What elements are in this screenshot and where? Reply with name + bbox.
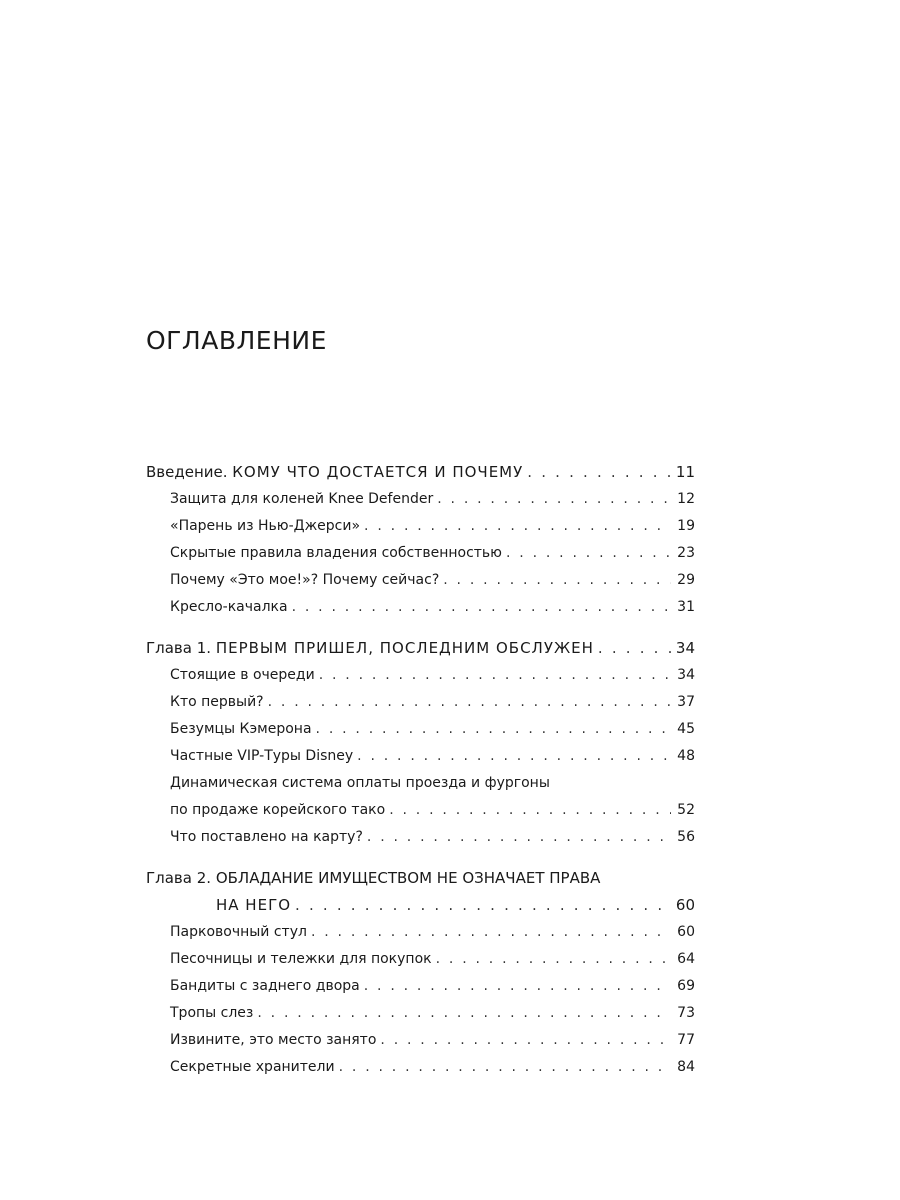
toc-section-chapter-2: [146, 865, 695, 1081]
chapter-heading-line1: ОБЛАДАНИЕ ИМУЩЕСТВОМ НЕ ОЗНАЧАЕТ ПРАВА: [215, 869, 601, 887]
toc-subentry-title: по продаже корейского тако: [170, 802, 386, 818]
toc-subentry[interactable]: [146, 662, 695, 689]
page-number: 52: [677, 802, 695, 818]
toc-subentry-title: Защита для коленей Knee Defender: [170, 491, 434, 507]
toc-chapter-entry-multiline[interactable]: [146, 865, 695, 919]
dot-leader: [367, 824, 671, 851]
page-number: 73: [677, 1005, 695, 1021]
toc-section-introduction: [146, 459, 695, 621]
toc-subentry-title: Кто первый?: [170, 694, 264, 710]
toc-subentry[interactable]: [146, 919, 695, 946]
toc-chapter-title: [146, 635, 598, 662]
toc-subentry[interactable]: [146, 486, 695, 513]
dot-leader: [364, 973, 671, 1000]
toc-subentry[interactable]: [146, 973, 695, 1000]
toc-subentry-title: Безумцы Кэмерона: [170, 721, 312, 737]
toc-subentry[interactable]: [146, 1000, 695, 1027]
page-number: 34: [675, 639, 695, 657]
toc-subentry-title: Скрытые правила владения собственностью: [170, 545, 502, 561]
chapter-heading: НА НЕГО: [216, 896, 292, 914]
toc-subentry-title: Почему «Это мое!»? Почему сейчас?: [170, 572, 440, 588]
dot-leader: [319, 662, 671, 689]
toc-subentry-title: Кресло-качалка: [170, 599, 288, 615]
page-number: 29: [677, 572, 695, 588]
toc-subentry[interactable]: [146, 743, 695, 770]
toc-subentry-title: Секретные хранители: [170, 1059, 335, 1075]
chapter-heading: ПЕРВЫМ ПРИШЕЛ, ПОСЛЕДНИМ ОБСЛУЖЕН: [215, 639, 594, 657]
page-number: 84: [677, 1059, 695, 1075]
dot-leader: [295, 892, 671, 919]
dot-leader: [364, 513, 671, 540]
page-number: 37: [677, 694, 695, 710]
chapter-prefix: Глава 1.: [146, 639, 216, 657]
toc-subentry-title: Парковочный стул: [170, 924, 307, 940]
toc-chapter-entry[interactable]: [146, 635, 695, 662]
dot-leader: [257, 1000, 671, 1027]
toc-chapter-entry: [146, 892, 695, 919]
toc-subentry[interactable]: [146, 716, 695, 743]
toc-subentry[interactable]: [146, 946, 695, 973]
toc-subentry[interactable]: [146, 594, 695, 621]
toc-subentry[interactable]: [146, 689, 695, 716]
dot-leader: [527, 459, 671, 486]
chapter-prefix: Введение.: [146, 463, 233, 481]
dot-leader: [436, 946, 671, 973]
dot-leader: [437, 486, 671, 513]
toc-subentry-title: Бандиты с заднего двора: [170, 978, 360, 994]
toc-subentry-multiline[interactable]: [146, 770, 695, 824]
toc-subentry[interactable]: [146, 1054, 695, 1081]
toc-subentry[interactable]: [146, 824, 695, 851]
dot-leader: [443, 567, 671, 594]
page-number: 56: [677, 829, 695, 845]
toc-chapter-title-line1: [146, 865, 695, 892]
table-of-contents: [146, 459, 695, 1081]
toc-chapter-title: [146, 459, 527, 486]
dot-leader: [389, 797, 671, 824]
page-number: 77: [677, 1032, 695, 1048]
page-number: 69: [677, 978, 695, 994]
chapter-heading: КОМУ ЧТО ДОСТАЕТСЯ И ПОЧЕМУ: [232, 463, 524, 481]
chapter-prefix: Глава 2.: [146, 869, 216, 887]
page-number: 19: [677, 518, 695, 534]
toc-subentry-title: Частные VIP-Туры Disney: [170, 748, 354, 764]
dot-leader: [598, 635, 671, 662]
dot-leader: [506, 540, 671, 567]
toc-subentry-title: Извините, это место занято: [170, 1032, 377, 1048]
page-number: 48: [677, 748, 695, 764]
dot-leader: [380, 1027, 671, 1054]
toc-subentry[interactable]: [146, 540, 695, 567]
dot-leader: [339, 1054, 671, 1081]
toc-subentry: [146, 797, 695, 824]
page-number: 12: [677, 491, 695, 507]
toc-subentry-title: Стоящие в очереди: [170, 667, 315, 683]
dot-leader: [292, 594, 671, 621]
toc-subentry-title: Песочницы и тележки для покупок: [170, 951, 432, 967]
toc-subentry-title: Что поставлено на карту?: [170, 829, 363, 845]
page-number: 64: [677, 951, 695, 967]
page-number: 60: [677, 924, 695, 940]
toc-subentry[interactable]: [146, 1027, 695, 1054]
dot-leader: [316, 716, 671, 743]
page-title: ОГЛАВЛЕНИЕ: [146, 326, 327, 355]
toc-subentry-title: «Парень из Нью-Джерси»: [170, 518, 361, 534]
dot-leader: [268, 689, 671, 716]
toc-subentry[interactable]: [146, 513, 695, 540]
toc-subentry-title-line1: Динамическая система оплаты проезда и фургоны: [170, 775, 550, 791]
toc-chapter-entry[interactable]: [146, 459, 695, 486]
dot-leader: [357, 743, 671, 770]
toc-subentry-title: Тропы слез: [170, 1005, 254, 1021]
page-number: 45: [677, 721, 695, 737]
dot-leader: [311, 919, 671, 946]
toc-subentry[interactable]: [146, 567, 695, 594]
toc-section-chapter-1: [146, 635, 695, 851]
page-number: 60: [675, 896, 695, 914]
page-number: 31: [677, 599, 695, 615]
page-number: 23: [677, 545, 695, 561]
page-number: 34: [677, 667, 695, 683]
page-number: 11: [675, 463, 695, 481]
